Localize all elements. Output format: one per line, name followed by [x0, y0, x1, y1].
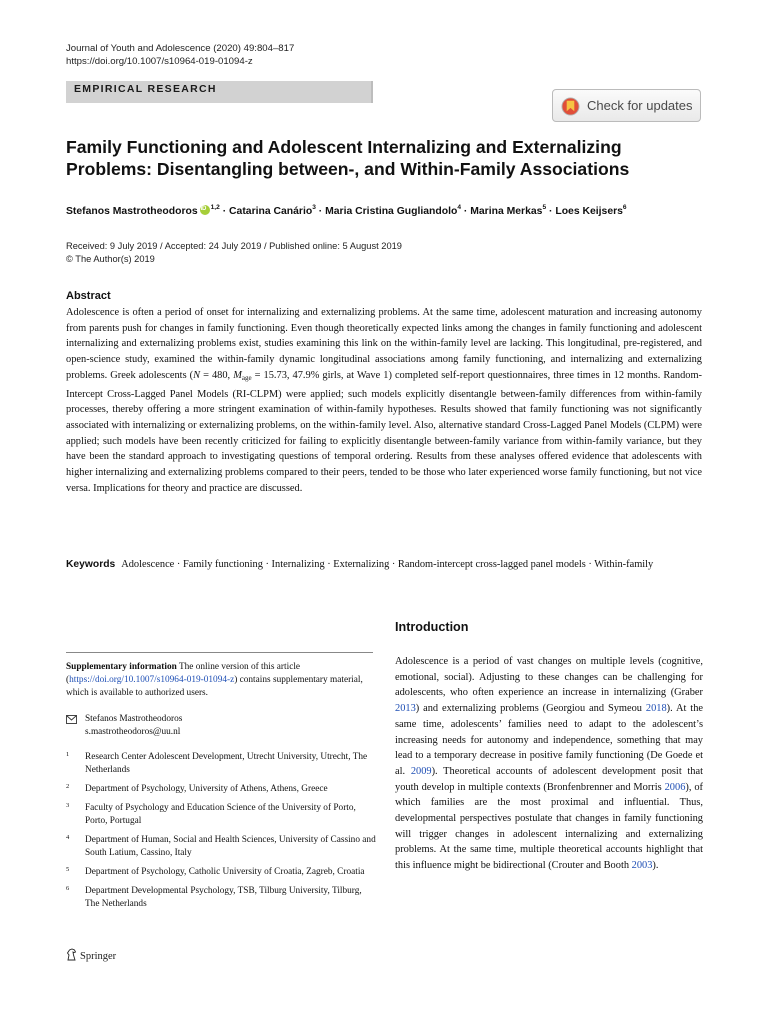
affiliation-number: 6 [66, 885, 70, 892]
author-affiliation-ref: 3 [312, 204, 316, 211]
supplementary-text: The online version of this article ( [66, 662, 301, 685]
author-name[interactable]: Maria Cristina Gugliandolo [325, 206, 458, 217]
supplementary-link[interactable]: https://doi.org/10.1007/s10964-019-01094-z [69, 675, 235, 685]
keywords-text: Adolescence · Family functioning · Internalizing · Externalizing · Random-intercept cross-lagged panel models · Within-family [121, 559, 654, 570]
corresponding-email[interactable]: s.mastrotheodoros@uu.nl [85, 727, 181, 737]
affiliation-number: 4 [66, 834, 70, 841]
author-list [66, 204, 716, 217]
journal-header [66, 42, 294, 68]
introduction-heading: Introduction [395, 620, 469, 634]
section-label: EMPIRICAL RESEARCH [74, 83, 217, 95]
section-banner [66, 81, 373, 103]
supplementary-info [66, 661, 374, 700]
abstract-body [66, 305, 702, 496]
affiliation-text: Department of Human, Social and Health Sciences, University of Cassino and South Latium, Cassino, Italy [85, 835, 376, 858]
title-line-1: Family Functioning and Adolescent Internalizing and Externalizing [66, 137, 622, 157]
citation-link[interactable]: 2003 [631, 860, 653, 872]
author-name[interactable]: Stefanos Mastrotheodoros [66, 206, 198, 217]
crossmark-icon [561, 97, 580, 116]
footnote-divider [66, 652, 373, 653]
author-affiliation-ref: 4 [457, 204, 461, 211]
orcid-icon[interactable] [200, 205, 210, 215]
intro-text: ). [652, 860, 659, 872]
intro-text: ), of which families are the most proximal and influential. Thus, developmental perspectives postulate that changes in family functioning will trigger changes in adolescent internalizing and externalizing problems. At the same time, multiple theoretical accounts highlight that this influence might be bidirectional (Crouter and Booth [395, 781, 704, 872]
affiliation-item [66, 885, 376, 911]
affiliation-text: Department of Psychology, Catholic University of Croatia, Zagreb, Croatia [85, 867, 365, 877]
author-name[interactable]: Marina Merkas [470, 206, 543, 217]
intro-text: ). At the same time, adolescents’ families need to adapt to the adolescent’s increasing needs for autonomy and independence, something that may lead to a temporary decrease in positive family functioning (De Goede et al. [395, 703, 703, 777]
springer-horse-icon [66, 948, 77, 961]
affiliation-number: 2 [66, 783, 70, 790]
intro-text: Adolescence is a period of vast changes on multiple levels (cognitive, emotional, social). Adjusting to these changes can be challenging for adolescents, who often experience an increase in internalizing (Graber [395, 656, 703, 699]
mean-age-symbol: M [233, 369, 242, 381]
author-affiliation-ref: 5 [542, 204, 547, 211]
author-separator: · [546, 206, 556, 217]
author-name[interactable]: Loes Keijsers [555, 206, 623, 217]
supplementary-text: ) contains supplementary material, which is available to authorized users. [66, 675, 363, 698]
affiliation-list [66, 751, 376, 917]
article-title [66, 136, 716, 180]
author-affiliation-ref: 1,2 [210, 204, 220, 211]
envelope-icon [66, 715, 77, 724]
citation-link[interactable]: 2013 [395, 703, 416, 715]
author-name[interactable]: Catarina Canário [229, 206, 313, 217]
intro-text: ). Theoretical accounts of adolescent development posit that youth develop in multiple contexts (Bronfenbrenner and Morris [395, 765, 703, 793]
publication-dates [66, 240, 402, 266]
citation-link[interactable]: 2009 [410, 765, 432, 777]
title-line-2: Problems: Disentangling between-, and Within-Family Associations [66, 159, 630, 179]
publisher-name: Springer [80, 951, 117, 962]
affiliation-item [66, 783, 376, 796]
affiliation-item [66, 834, 376, 860]
citation-link[interactable]: 2006 [664, 781, 686, 793]
abstract-heading: Abstract [66, 290, 111, 302]
affiliation-item [66, 751, 376, 777]
journal-citation: Journal of Youth and Adolescence (2020) 49:804–817 [66, 43, 295, 54]
abstract-text: = 15.73, 47.9% girls, at Wave 1) completed self-report questionnaires, three times in 12 months. Random-Intercept Cross-Lagged Panel Models (RI-CLPM) were applied; such models explicitly disentangle between-family differences from within-family processes, thereby offering a more stringent examination of within-family hypotheses. Results showed that family functioning was not significantly associated with internalizing or externalizing problems, on the within-family level. Also, alternative standard Cross-Lagged Panel Models (CLPM) were applied; such models have been recently criticized for failing to explicitly disentangle between-family variance from within-family variance, but they have been the standard approach to investigating questions of temporal ordering. Results from these analyses offered evidence that adolescents with higher internalizing and externalizing problems compared to their peers, tended to be those who later experienced worse family functioning, but not vice versa. Implications for theory and practice are discussed. [66, 369, 702, 494]
affiliation-number: 1 [66, 751, 70, 758]
affiliation-item [66, 802, 376, 828]
affiliation-text: Department of Psychology, University of Athens, Athens, Greece [85, 784, 328, 794]
check-for-updates-button[interactable] [552, 89, 701, 122]
history-dates: Received: 9 July 2019 / Accepted: 24 July 2019 / Published online: 5 August 2019 [66, 241, 402, 251]
check-for-updates-label: Check for updates [587, 98, 693, 113]
author-separator: · [315, 206, 326, 217]
supplementary-label: Supplementary information [66, 662, 177, 672]
affiliation-item [66, 866, 376, 879]
affiliation-number: 3 [66, 802, 70, 809]
publisher-mark [66, 948, 116, 962]
citation-link[interactable]: 2018 [645, 703, 667, 715]
sample-size-value: = 480, [200, 369, 234, 381]
keywords-label: Keywords [66, 559, 116, 570]
author-affiliation-ref: 6 [622, 204, 627, 211]
author-separator: · [219, 206, 230, 217]
affiliation-number: 5 [66, 866, 70, 873]
sample-size-symbol: N [193, 369, 201, 381]
copyright-line: © The Author(s) 2019 [66, 254, 155, 264]
author-separator: · [461, 206, 471, 217]
affiliation-text: Research Center Adolescent Development, Utrecht University, Utrecht, The Netherlands [85, 752, 368, 775]
article-doi[interactable]: https://doi.org/10.1007/s10964-019-01094-z [66, 56, 253, 67]
intro-text: ) and externalizing problems (Georgiou and Symeou [415, 703, 646, 715]
affiliation-text: Department Developmental Psychology, TSB, Tilburg University, Tilburg, The Netherlands [85, 886, 362, 909]
affiliation-text: Faculty of Psychology and Education Science of the University of Porto, Porto, Portugal [85, 803, 356, 826]
corresponding-author: Stefanos Mastrotheodoros [85, 714, 183, 724]
keywords [66, 557, 716, 573]
mean-age-subscript: age [241, 373, 252, 382]
abstract-text: Adolescence is often a period of onset for internalizing and externalizing problems. At the same time, adolescent maturation and increasing autonomy from parents push for changes in family functioning. Even though theoretically expected links among the changes in family functioning and adolescent internalizing and externalizing problems exist, studies examining this link on the within-family level are lacking. This longitudinal, pre-registered, and open-science study, examined the within-family dynamic longitudinal associations among family functioning, and internalizing and externalizing problems. Greek adolescents ( [66, 307, 702, 381]
introduction-body [395, 654, 703, 874]
